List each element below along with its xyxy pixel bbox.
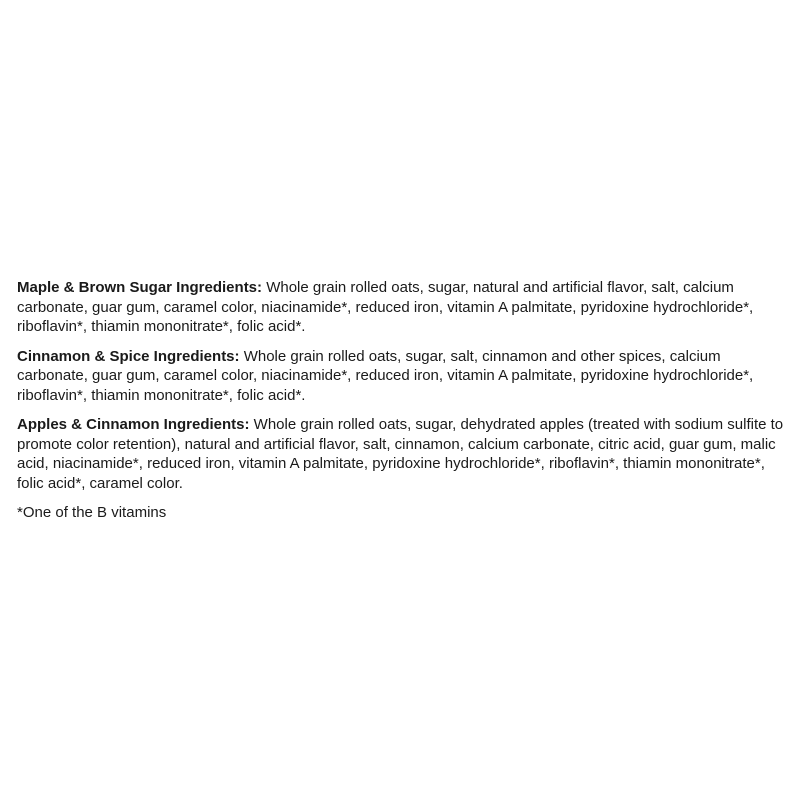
ingredients-document (17, 278, 792, 533)
ingredients-maple-brown-sugar (17, 278, 792, 337)
ingredients-text: Whole grain rolled oats, sugar, salt, cinnamon and other spices, calcium carbonate, guar gum, caramel color, niacinamide*, reduced iron, vitamin A palmitate, pyridoxine hydrochloride*, riboflavin*, thiamin mononitrate*, folic acid*. (17, 347, 754, 404)
ingredients-text: Whole grain rolled oats, sugar, dehydrated apples (treated with sodium sulfite to promote color retention), natural and artificial flavor, salt, cinnamon, calcium carbonate, citric acid, guar gum, malic acid, niacinamide*, reduced iron, vitamin A palmitate, pyridoxine hydrochloride*, riboflavin*, thiamin mononitrate*, folic acid*, caramel color. (17, 416, 784, 492)
ingredients-label: Cinnamon & Spice Ingredients: (17, 347, 240, 365)
ingredients-apples-cinnamon (17, 415, 792, 493)
ingredients-label: Maple & Brown Sugar Ingredients: (17, 279, 263, 296)
ingredients-cinnamon-spice (17, 347, 792, 406)
ingredients-text: Whole grain rolled oats, sugar, natural and artificial flavor, salt, calcium carbonate, guar gum, caramel color, niacinamide*, reduced iron, vitamin A palmitate, pyridoxine hydrochloride*, riboflavin*, thiamin mononitrate*, folic acid*. (17, 279, 754, 335)
footnote: *One of the B vitamins (17, 504, 167, 521)
ingredients-label: Apples & Cinnamon Ingredients: (17, 416, 250, 433)
